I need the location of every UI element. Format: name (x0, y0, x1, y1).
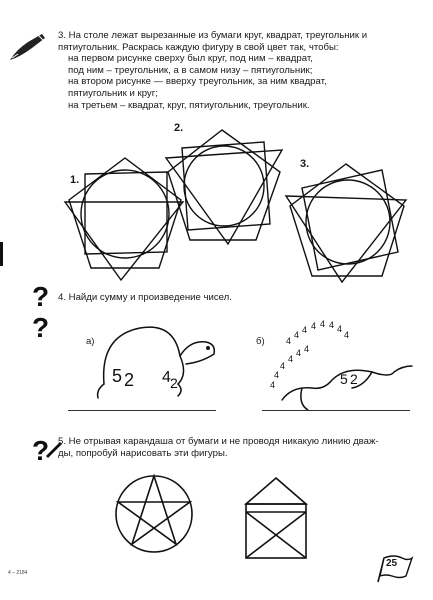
task4-text: 4. Найди сумму и произведение чисел. (58, 292, 232, 303)
figure-2-circle (184, 146, 264, 226)
figure-1-circle (81, 170, 169, 258)
figure-1-label: 1. (70, 174, 80, 186)
pentagram-figure (112, 472, 196, 556)
figure-2-label: 2. (174, 122, 184, 134)
dragon-body-num-6: 4 (304, 344, 310, 354)
task3-line-7: на третьем – квадрат, круг, пятиугольник, треугольник. (68, 99, 310, 111)
pentagram-circle (116, 476, 192, 552)
house-figure (244, 476, 308, 560)
dragon-body-num-2: 4 (274, 370, 280, 380)
task5-line-1: 5. Не отрывая карандаша от бумаги и не проводя никакую линию дваж- (58, 436, 379, 447)
task3-line-1: 3. На столе лежат вырезанные из бумаги круг, квадрат, треугольник и (58, 30, 368, 41)
turtle-num-2: 2 (124, 370, 135, 390)
task3-text (58, 30, 418, 111)
page-number: 25 (386, 558, 398, 569)
dragon-body-num-1: 4 (270, 380, 276, 390)
figure-2 (160, 128, 290, 248)
dragon-body-num-4: 4 (288, 354, 294, 364)
dragon-tail-num-1: 4 (286, 336, 292, 346)
house-roof (246, 478, 306, 504)
dragon-tail-num-7: 4 (337, 324, 343, 334)
task3-pencil-icon (8, 32, 48, 64)
task3-line-2: пятиугольник. Раскрась каждую фигуру в свой цвет так, чтобы: (58, 41, 339, 53)
figure-3-circle (306, 180, 390, 264)
dragon-tail-num-2: 4 (294, 330, 300, 340)
task5-line-2: ды, попробуй нарисовать эти фигуры. (58, 447, 228, 459)
task5-text (58, 436, 418, 459)
dragon-drawing (262, 319, 422, 412)
task3-line-6: пятиугольник и круг; (68, 87, 158, 99)
turtle-num-4: 2 (170, 375, 178, 391)
svg-text:?: ? (32, 312, 50, 343)
answer-line-a[interactable] (68, 410, 216, 411)
turtle-drawing (90, 316, 230, 406)
margin-bar (0, 242, 3, 266)
figure-3-pentagon (290, 164, 404, 276)
task3-line-5: на втором рисунке — вверху треугольник, за ним квадрат, (68, 76, 327, 88)
turtle-num-3: 4 (162, 369, 171, 386)
dragon-tail-num-8: 4 (344, 330, 350, 340)
figure-3-label: 3. (300, 158, 310, 170)
task4-label-b: б) (256, 336, 265, 347)
svg-text:?: ? (32, 281, 50, 312)
figure-3 (282, 160, 412, 285)
task4-question-icon (30, 282, 56, 342)
figure-1-square (85, 172, 167, 254)
dragon-tail-num-5: 4 (320, 319, 326, 329)
dragon-num-2: 2 (350, 371, 358, 387)
task4-label-a: а) (86, 336, 95, 347)
task3-line-3: на первом рисунке сверху был круг, под ним – квадрат, (68, 53, 313, 65)
dragon-tail-num-6: 4 (329, 320, 335, 330)
print-code: 4 – 2184 (8, 570, 28, 576)
dragon-body-num-3: 4 (280, 361, 286, 371)
dragon-tail-num-4: 4 (311, 321, 317, 331)
turtle-num-1: 5 (112, 366, 123, 386)
dragon-body-num-5: 4 (296, 348, 302, 358)
dragon-num-5: 5 (340, 371, 348, 387)
task3-line-4: под ним – треугольник, а в самом низу – пятиугольник; (68, 64, 313, 76)
svg-text:?: ? (32, 435, 50, 466)
dragon-tail-num-3: 4 (302, 325, 308, 335)
answer-line-b[interactable] (262, 410, 410, 411)
figure-3-square (302, 170, 398, 270)
